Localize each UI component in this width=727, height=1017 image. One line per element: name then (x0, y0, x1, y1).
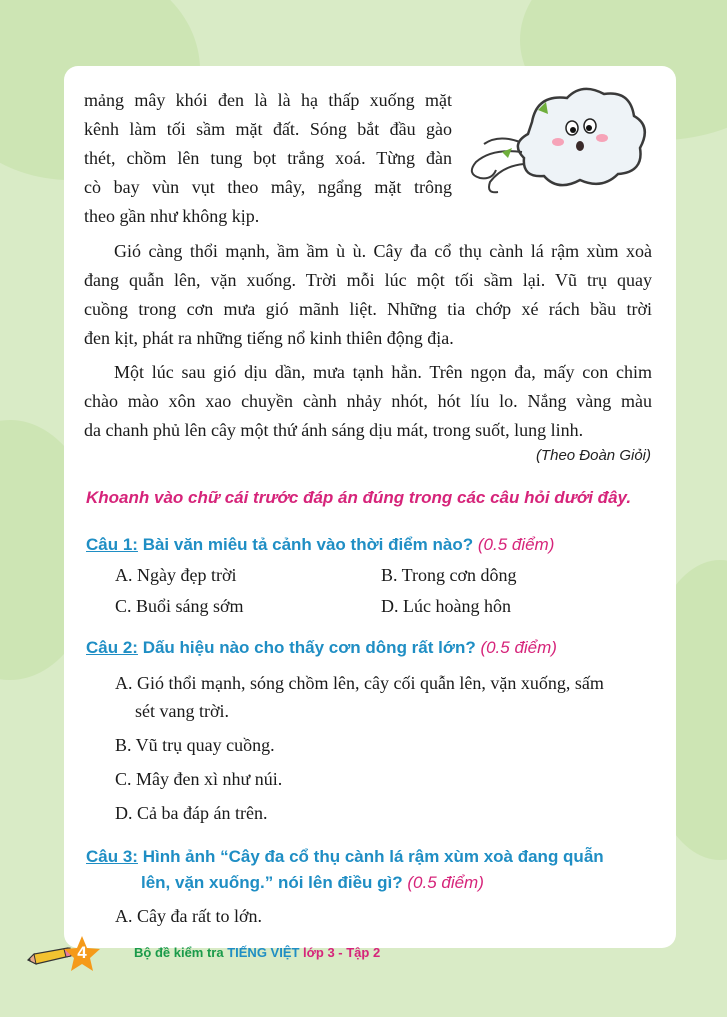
question-1 (86, 531, 654, 558)
question-3-continued (141, 869, 641, 896)
answer-option-c[interactable]: C. Mây đen xì như núi. (115, 769, 283, 789)
question-text: Bài văn miêu tả cảnh vào thời điểm nào? (137, 535, 478, 554)
passage-paragraph-1 (84, 86, 452, 231)
question-points: (0.5 điểm) (477, 535, 555, 554)
instruction-text: Khoanh vào chữ cái trước đáp án đúng trong các câu hỏi dưới đây. (86, 488, 632, 507)
question-number: Câu 1: (86, 535, 138, 554)
answer-option-a[interactable]: A. Gió thổi mạnh, sóng chồm lên, cây cối quẫn lên, vặn xuống, sấm (115, 673, 604, 693)
footer-title (134, 945, 380, 960)
answer-option-c[interactable]: C. Buổi sáng sớm (115, 596, 244, 616)
question-text: Dấu hiệu nào cho thấy cơn dông rất lớn? (137, 638, 481, 657)
passage-line: da chanh phủ lên cây một thứ ánh sáng dịu mát, trong suốt, lung linh. (84, 420, 584, 440)
footer-grade: lớp 3 - Tập 2 (299, 945, 381, 960)
passage-line: Một lúc sau gió dịu dần, mưa tạnh hẳn. Trên ngọn đa, mấy con chim (114, 362, 652, 382)
question-number: Câu 2: (86, 638, 138, 657)
footer-brand: TIẾNG VIỆT (227, 945, 300, 960)
footer-prefix: Bộ đề kiểm tra (134, 945, 228, 960)
question-3 (86, 843, 654, 870)
passage-source: (Theo Đoàn Giỏi) (535, 447, 651, 464)
question-number: Câu 3: (86, 847, 138, 866)
page-number: 4 (77, 943, 87, 962)
passage-line: chào mào xôn xao chuyền cành nhảy nhót, hót líu lo. Nắng vàng màu (84, 391, 652, 411)
passage-paragraph-3 (84, 358, 652, 445)
answer-option-d[interactable]: D. Cả ba đáp án trên. (115, 803, 268, 823)
passage-line: theo gần như không kịp. (84, 206, 260, 226)
passage-line: đang quẫn lên, vặn xuống. Trời mỗi lúc một tối sầm lại. Vũ trụ quay (84, 270, 652, 290)
passage-line: cuồng trong cơn mưa gió mãnh liệt. Những tia chớp xé rách bầu trời (84, 299, 652, 319)
passage-line: thét, chồm lên tung bọt trắng xoá. Từng đàn (84, 148, 452, 168)
question-text: Hình ảnh “Cây đa cổ thụ cành lá rậm xùm xoà đang quẫn (137, 847, 604, 866)
question-text: lên, vặn xuống.” nói lên điều gì? (141, 873, 408, 892)
answer-option-b[interactable]: B. Trong cơn dông (381, 565, 517, 585)
answer-option-a[interactable]: A. Ngày đẹp trời (115, 565, 237, 585)
answer-option-a-continued: sét vang trời. (135, 701, 229, 721)
blowing-cloud-icon (462, 82, 652, 202)
passage-line: mảng mây khói đen là là hạ thấp xuống mặt (84, 90, 452, 110)
passage-line: Gió càng thổi mạnh, ầm ầm ù ù. Cây đa cổ thụ cành lá rậm xùm xoà (114, 241, 652, 261)
question-points: (0.5 điểm) (407, 873, 484, 892)
answer-option-a[interactable]: A. Cây đa rất to lớn. (115, 906, 262, 926)
passage-line: cò bay vùn vụt theo mây, ngẩng mặt trông (84, 177, 452, 197)
answer-option-b[interactable]: B. Vũ trụ quay cuồng. (115, 735, 275, 755)
passage-line: kênh làm tối sầm mặt đất. Sóng bắt đầu gào (84, 119, 452, 139)
question-points: (0.5 điểm) (480, 638, 557, 657)
passage-line: đen kịt, phát ra những tiếng nổ kinh thiên động địa. (84, 328, 454, 348)
passage-paragraph-2 (84, 237, 652, 353)
answer-option-d[interactable]: D. Lúc hoàng hôn (381, 596, 511, 616)
question-2 (86, 634, 654, 661)
